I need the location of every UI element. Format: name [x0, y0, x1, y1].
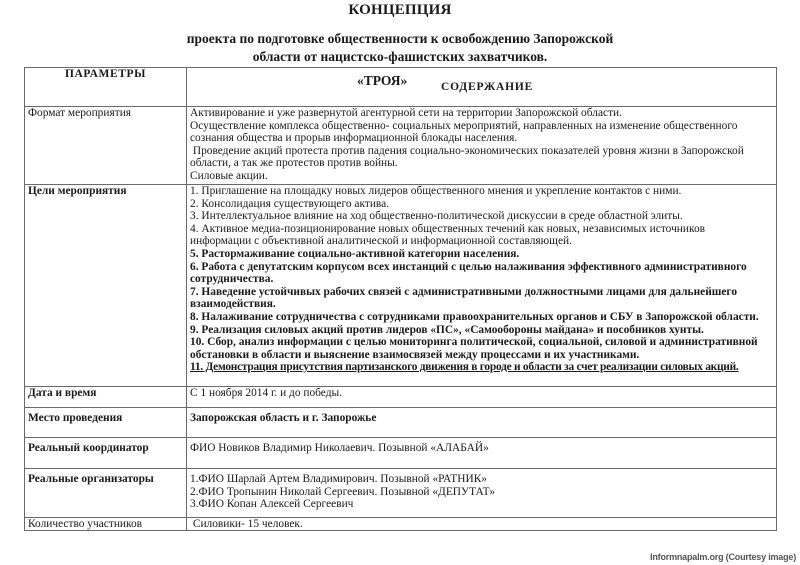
content-line: Силовики- 15 человек.	[190, 518, 303, 530]
content-label: СОДЕРЖАНИЕ	[441, 81, 534, 93]
goal-item: 2. Консолидация существующего актива.	[190, 197, 390, 210]
row-content	[187, 387, 777, 408]
content-line: области, а так же протестов против войны.	[190, 157, 398, 170]
goal-item: 9. Реализация силовых акций против лидеров «ПС», «Самообороны майдана» и пособников хунты.	[190, 323, 704, 336]
content-line: Проведение акций протеста против падения социально-экономических показателей уровня жизни в Запорожской	[190, 144, 744, 157]
goal-item: 4. Активное медиа-позиционирование новых общественных течений как новых, независимых источников	[190, 222, 706, 235]
row-content	[187, 408, 777, 438]
goal-item: 8. Налаживание сотрудничества с сотрудниками правоохранительных органов и СБУ в Запорожской области.	[190, 310, 759, 323]
watermark-credit: Informnapalm.org (Courtesy image)	[650, 552, 796, 562]
table-row	[25, 438, 777, 469]
row-label: Количество участников	[25, 518, 187, 531]
table-row	[25, 518, 777, 531]
content-line: Активирование и уже развернутой агентурной сети на территории Запорожской области.	[190, 107, 622, 119]
goal-item: 6. Работа с депутатским корпусом всех инстанций с целью налаживания эффективного административного	[190, 260, 747, 273]
concept-table	[24, 67, 777, 531]
content-line: Осуществление комплекса общественно- социальных мероприятий, направленных на изменение общественного	[190, 119, 738, 132]
row-label: Реальный координатор	[25, 438, 187, 469]
row-content	[187, 185, 777, 387]
goal-item: информации с объективной аналитической и информационной составляющей.	[190, 235, 572, 248]
row-content	[187, 518, 777, 531]
goal-item: 1. Приглашение на площадку новых лидеров общественного мнения и укрепление контактов с ними.	[190, 185, 682, 197]
goal-item: обстановки в области и выяснение взаимосвязей между процессами и их участниками.	[190, 348, 640, 361]
table-row	[25, 408, 777, 438]
goal-item: взаимодействия.	[190, 298, 276, 311]
organizer-item: 1.ФИО Шарлай Артем Владимирович. Позывной «РАТНИК»	[190, 473, 487, 485]
content-column-header	[187, 68, 777, 107]
table-row	[25, 469, 777, 518]
param-column-header: ПАРАМЕТРЫ	[25, 68, 187, 107]
row-label: Реальные организаторы	[25, 469, 187, 518]
goal-item: сотрудничества.	[190, 273, 274, 286]
organizer-item: 2.ФИО Тропынин Николай Сергеевич. Позывной «ДЕПУТАТ»	[190, 485, 496, 498]
organizer-item: 3.ФИО Копан Алексей Сергеевич	[190, 498, 354, 511]
project-name: «ТРОЯ»	[357, 73, 408, 88]
content-line: С 1 ноября 2014 г. и до победы.	[190, 387, 343, 399]
row-content	[187, 469, 777, 518]
subtitle-line: области от нацистско-фашистских захватчиков.	[252, 49, 548, 64]
content-line: сознания общества и прорыв информационной блокады населения.	[190, 132, 518, 145]
table-row	[25, 185, 777, 387]
document-title: КОНЦЕПЦИЯ	[348, 2, 452, 18]
row-content	[187, 438, 777, 469]
row-label: Место проведения	[25, 408, 187, 438]
document-subtitle	[150, 30, 650, 66]
row-label: Дата и время	[25, 387, 187, 408]
table-row	[25, 107, 777, 185]
row-content	[187, 107, 777, 185]
subtitle-line: проекта по подготовке общественности к освобождению Запорожской	[186, 31, 614, 46]
goal-item: 10. Сбор, анализ информации с целью мониторинга политической, социальной, силовой и административной	[190, 336, 758, 349]
content-line: Запорожская область и г. Запорожье	[190, 412, 377, 424]
content-line: ФИО Новиков Владимир Николаевич. Позывной «АЛАБАЙ»	[190, 442, 489, 454]
table-row	[25, 387, 777, 408]
goal-item: 3. Интеллектуальное влияние на ход общественно-политической дискуссии в среде областной элиты.	[190, 210, 683, 223]
goal-item: 7. Наведение устойчивых рабочих связей с административными должностными лицами для дальнейшего	[190, 285, 738, 298]
goal-item: 11. Демонстрация присутствия партизанского движения в городе и области за счет реализации силовых акций.	[190, 361, 739, 374]
row-label: Цели мероприятия	[25, 185, 187, 387]
table-header-row	[25, 68, 777, 107]
content-line: Силовые акции.	[190, 169, 268, 182]
row-label: Формат мероприятия	[25, 107, 187, 185]
goal-item: 5. Растормаживание социально-активной категории населения.	[190, 247, 520, 260]
